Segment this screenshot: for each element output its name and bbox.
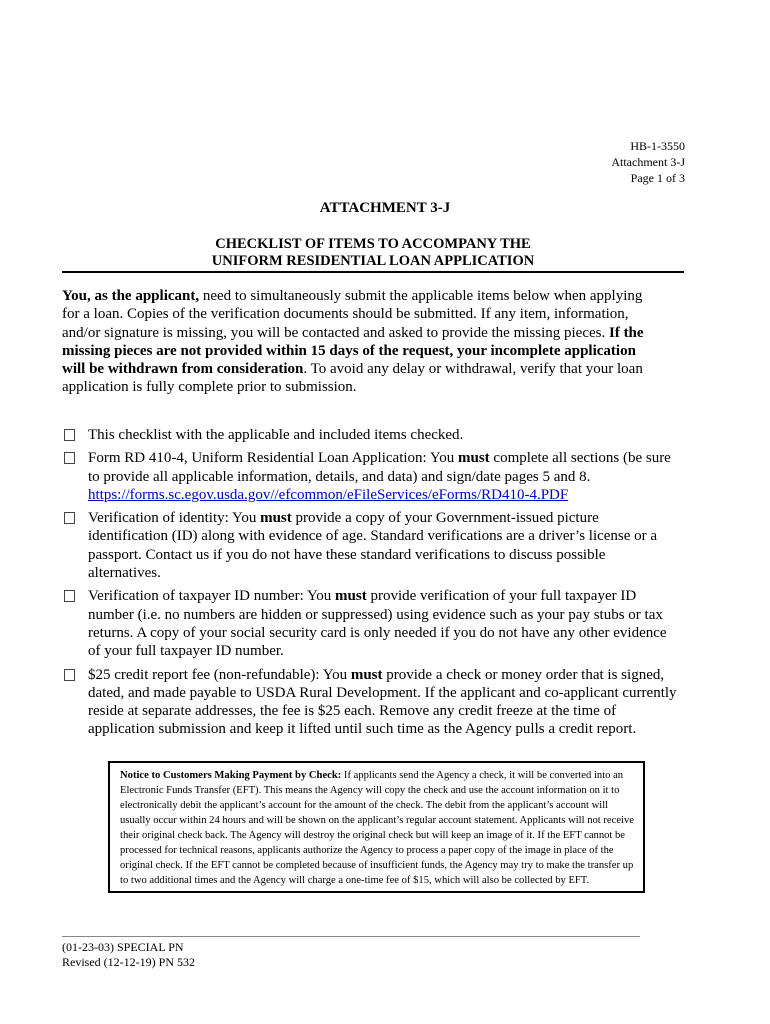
checklist-item-post: provide verification of your full taxpayer ID number (i.e. no numbers are hidden or suppressed) using evidence such as your pay stubs or tax returns. A copy of your social security card is only needed if you do not have any other evidence of your full taxpayer ID number. [88,588,667,660]
checklist-item-must: must [335,588,367,605]
handbook-number: HB-1-3550 [630,139,685,153]
checkbox[interactable] [64,669,75,681]
document-title-line-1: CHECKLIST OF ITEMS TO ACCOMPANY THE [215,236,531,252]
checklist-item-checklist [62,426,682,444]
checklist-item-pre: Verification of taxpayer ID number: You [88,588,336,605]
footer-revision: Revised (12-12-19) PN 532 [62,955,195,969]
attachment-title: ATTACHMENT 3-J [319,200,451,216]
checkbox[interactable] [64,512,75,524]
checklist-item-must: must [457,450,490,467]
intro-bold-warning: If the missing pieces are not provided within 15 days of the request, your incomplete application will be withdrawn from consideration [62,324,644,378]
footer-special-pn: (01-23-03) SPECIAL PN [62,940,184,954]
checklist-item-must: must [260,510,292,527]
checklist-item-credit-fee [62,666,682,739]
attachment-number: Attachment 3-J [611,155,685,169]
form-rd-410-4-link[interactable]: https://forms.sc.egov.usda.gov//efcommon/eFileServices/eForms/RD410-4.PDF [88,486,569,503]
checklist-item-pre: Verification of identity: You [88,510,261,527]
checklist-item-post: provide a copy of your Government-issued picture identification (ID) along with evidence of age. Standard verifications are a driver’s license or a passport. Contact us if you do not have these standard verifications to discuss possible alternatives. [88,510,658,582]
checklist-item-pre: $25 credit report fee (non-refundable): You [88,666,351,683]
checklist-item-post: complete all sections (be sure to provide all applicable information, details, and data) and sign/date pages 5 and 8. [88,450,671,485]
checkbox[interactable] [64,452,75,464]
notice-heading: Notice to Customers Making Payment by Check: [120,770,342,781]
checklist [62,426,682,744]
checklist-item-text: This checklist with the applicable and included items checked. [88,427,464,443]
footer [62,940,195,970]
page-number: Page 1 of 3 [630,171,685,185]
intro-bold-lead: You, as the applicant, [62,288,200,304]
intro-text-1: need to simultaneously submit the applicable items below when applying for a loan. Copies of the verification documents should be submitted. If any item, information, and/or signature is missing, you will be contacted and asked to provide the missing pieces. [62,288,643,341]
checklist-item-post: provide a check or money order that is signed, dated, and made payable to USDA Rural Development. If the applicant and co-applicant currently reside at separate addresses, the fee is $25 each. Remove any credit freeze at the time of application submission and keep it lifted until such time as the Agency pulls a credit report. [88,666,677,738]
checklist-item-taxpayer-id [62,587,682,660]
intro-text-2: . To avoid any delay or withdrawal, verify that your loan application is fully complete prior to submission. [62,361,643,396]
footer-divider [62,936,640,937]
document-title-line-2: UNIFORM RESIDENTIAL LOAN APPLICATION [211,253,535,269]
checkbox[interactable] [64,429,75,441]
document-title [62,236,684,273]
checklist-item-pre: Form RD 410-4, Uniform Residential Loan Application: You [88,450,458,467]
document-reference [611,138,685,186]
payment-notice-box [108,761,645,893]
checkbox[interactable] [64,590,75,602]
checklist-item-must: must [350,666,383,683]
checklist-item-loan-application [62,449,682,504]
checklist-item-identity [62,509,682,582]
notice-body: If applicants send the Agency a check, it will be converted into an Electronic Funds Transfer (EFT). This means the Agency will copy the check and use the account information on it to electronically debit the applicant’s account for the amount of the check. The debit from the applicant’s account will usually occur within 24 hours and will be shown on the applicant’s regular account statement. Applicants will not receive their original check back. The Agency will destroy the original check but will keep an image of it. If the EFT cannot be processed for technical reasons, applicants authorize the Agency to process a paper copy of the image in place of the original check. If the EFT cannot be completed because of insufficient funds, the Agency may try to make the transfer up to two additional times and the Agency will charge a one-time fee of $15, which will also be collected by EFT. [120,770,634,886]
intro-paragraph [62,287,662,397]
